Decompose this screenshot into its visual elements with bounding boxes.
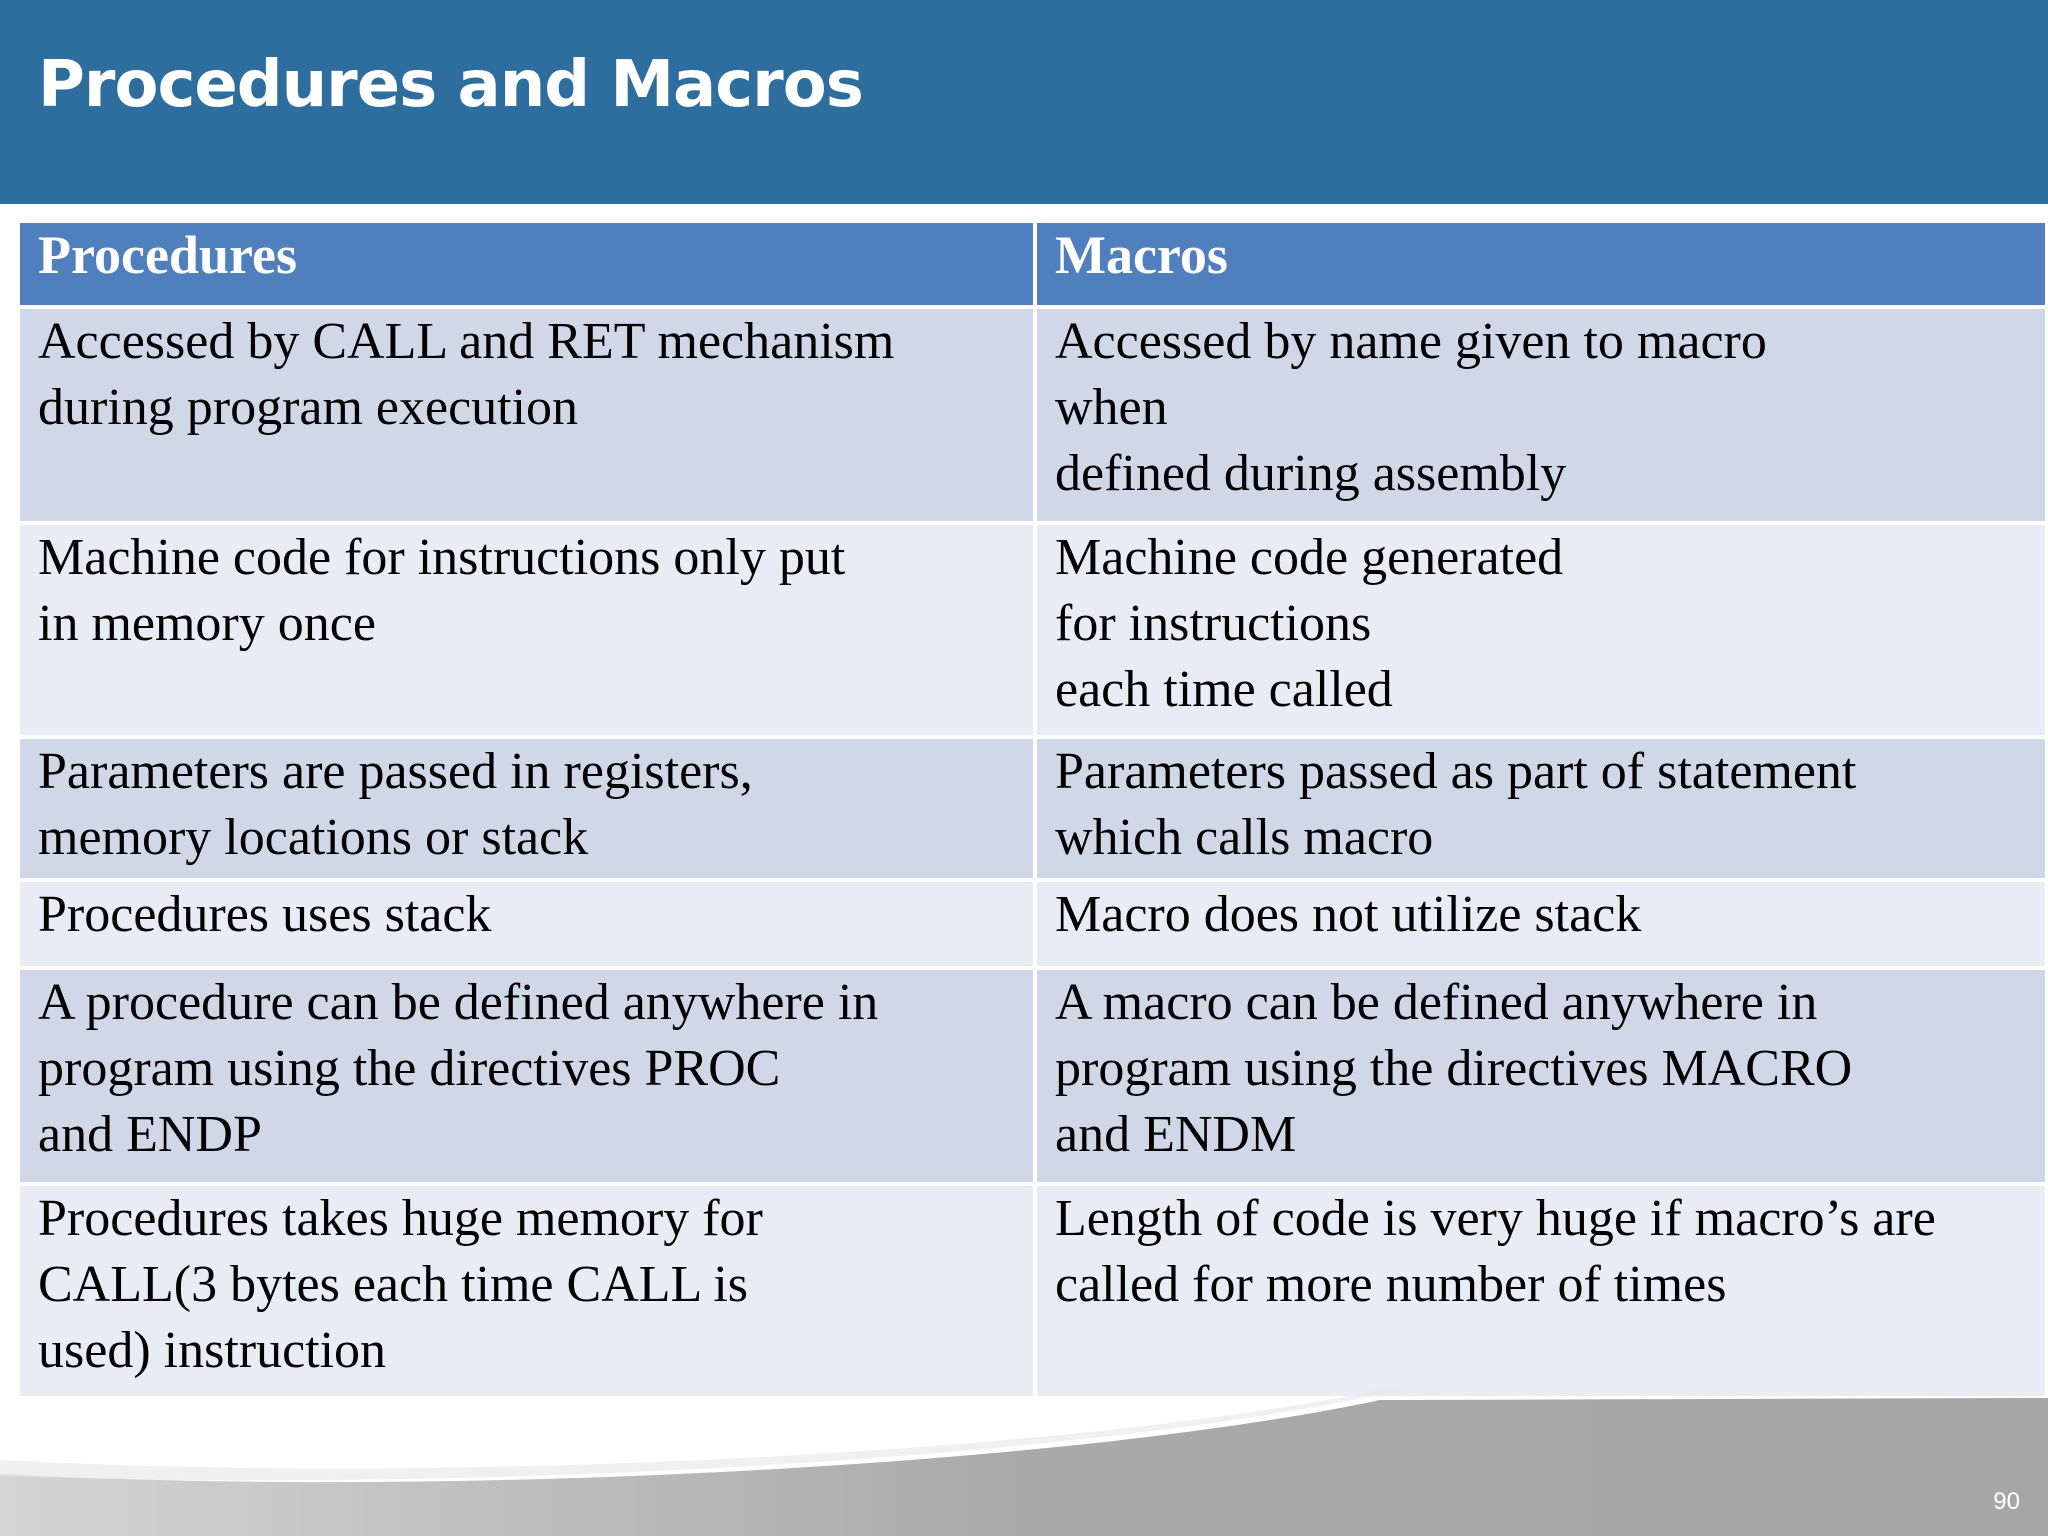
table-row [18,737,2047,880]
macros-cell: Macro does not utilize stack [1035,880,2047,968]
title-bar [0,0,2048,204]
table-row [18,307,2047,523]
table-row [18,880,2047,968]
macros-cell: Parameters passed as part of statement which calls macro [1035,737,2047,880]
macros-cell: Accessed by name given to macro when defined during assembly [1035,307,2047,523]
table-row [18,523,2047,737]
procedures-cell: Procedures uses stack [18,880,1035,968]
table-row [18,968,2047,1184]
footer-swoosh [0,1390,2048,1536]
table-header-row [18,221,2047,307]
macros-cell: Machine code generated for instructions each time called [1035,523,2047,737]
procedures-cell: Accessed by CALL and RET mechanism during program execution [18,307,1035,523]
macros-cell: A macro can be defined anywhere in program using the directives MACRO and ENDM [1035,968,2047,1184]
header-macros: Macros [1035,221,2047,307]
procedures-cell: Procedures takes huge memory for CALL(3 bytes each time CALL is used) instruction [18,1184,1035,1398]
comparison-table [16,219,2048,1400]
table-row [18,1184,2047,1398]
page-number: 90 [1993,1488,2020,1515]
procedures-cell: Parameters are passed in registers, memory locations or stack [18,737,1035,880]
header-procedures: Procedures [18,221,1035,307]
slide-title: Procedures and Macros [38,48,863,122]
macros-cell: Length of code is very huge if macro’s are called for more number of times [1035,1184,2047,1398]
procedures-cell: A procedure can be defined anywhere in program using the directives PROC and ENDP [18,968,1035,1184]
procedures-cell: Machine code for instructions only put in memory once [18,523,1035,737]
